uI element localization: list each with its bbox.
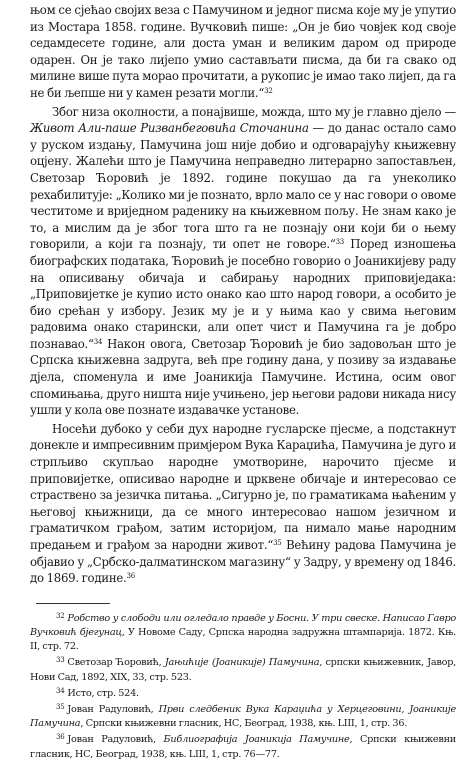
footnote	[30, 612, 456, 655]
paragraph-text: — до данас остало само у руском издању, Памучина још није добио и одговарајућу књижевну оцјену. Жалећи што је Памучина неправедно литерарно запостављен, Светозар Ћоровић је 1892. године покушао да га унеколико рехабилитује: „Колико ми је познато, врло мало се у нас говори о овоме честитоме и вриједном раденику на књижевном пољу. Не знам како је то, а мислим да је због тога што га не познају они који би о њему говорили, а који га познају, ти опет не говоре.“	[30, 121, 456, 252]
footnote-reference: 33	[335, 238, 344, 247]
paragraph	[30, 421, 456, 587]
footnote-text: , Српски књижевни гласник, НС, Београд, 1938, књ. LIII, 1, стр. 76—77.	[30, 734, 456, 760]
book-page	[30, 2, 456, 764]
footnote-number: 34	[56, 686, 65, 695]
footnote	[30, 733, 456, 761]
paragraph-text: Већину радова Памучина је објавио у „Србско-далматинском магазину“ у Задру, у времену од 1846. до 1869. године.	[30, 538, 456, 586]
paragraph-text: Након овога, Светозар Ћоровић је био задовољан што је Српска књижевна задруга, већ пре годину дана, у позиву за издавање дјела, споменула и име Јоаникија Памучине. Истина, осим овог спомињања, друго ништа није учињено, јер његови радови никада нису ушли у кола ове познате издавачке установе.	[30, 336, 456, 418]
footnote-text: Јован Радуловић,	[67, 734, 164, 746]
footnote	[30, 703, 456, 731]
footnote-number: 36	[56, 733, 65, 742]
footnotes	[30, 612, 456, 762]
footnote-text: Светозар Ћоровић,	[67, 657, 165, 669]
footnote-text: , Српски књижевни гласник, НС, Београд, 1938, књ. LIII, 1, стр. 36.	[80, 718, 408, 730]
footnote-reference: 36	[126, 572, 135, 581]
footnote-text: Јован Радуловић,	[67, 704, 159, 715]
footnote-number: 33	[56, 656, 65, 665]
footnote-italic-title: Библиографија Јоаникија Памучине	[163, 734, 350, 746]
paragraph	[30, 104, 456, 419]
footnote-italic-title: Први следбеник Вука Караџића у Херцеговини, Јоаникије Памучина	[30, 704, 456, 730]
paragraph	[30, 2, 456, 102]
paragraph-text: Због низа околности, а понајвише, можда, што му је главно дјело —	[52, 104, 456, 119]
footnote	[30, 687, 456, 701]
footnote-text: У Новоме Саду, Српска народна задружна штампарија. 1872. Књ. II, стр. 72.	[30, 626, 456, 653]
footnote-italic-title: Робство у слободи или огледало правде у Босни. У три свеске. Написао Гавро Вучковић бјегунац,	[30, 612, 456, 638]
main-text	[30, 2, 456, 587]
paragraph-text: Поред изношења биографских података, Ћоровић је посебно говорио о Јоаникијеву раду на описивању обичаја и сабирању народних приповиједака: „Приповијетке је купио исто онако као што народ говори, а особито је био срећан у избору. Језик му је и у њима као у свима његовим радовима онако старински, али опет чист и Памучина га је добро познавао.“	[30, 237, 456, 351]
footnote	[30, 656, 456, 684]
footnote-number: 32	[56, 611, 65, 620]
paragraph-text: Носећи дубоко у себи дух народне гусларске пјесме, а подстакнут донекле и импресивним примјером Вука Караџића, Памучина је дуго и стрпљиво скупљао народне умотворине, нарочито пјесме и приповијетке, описивао народне и црквене обичаје и интересовао се страствено за језичка питања. „Сигурно је, по граматикама њаћеним у његовој књижници, да се много интересовао нашом језичном и граматичком грађом, затим историјом, па нимало мање народним предањем и грађом за народни живот.“	[30, 421, 456, 552]
footnote-italic-title: Јањићије (Јоаникије) Памучина	[164, 657, 320, 669]
footnote-text: Исто, стр. 524.	[67, 687, 139, 699]
footnote-reference: 32	[264, 86, 273, 95]
footnote-reference: 34	[93, 337, 103, 346]
footnote-reference: 35	[273, 539, 282, 547]
footnote-text: , српски књижевник, Јавор, Нови Сад, 1892, XIX, 33, стр. 523.	[30, 657, 456, 683]
paragraph-text: њом се сјећао својих веза с Памучином и једног писма које му је упутио из Мостара 1858. године. Вучковић пише: „Он је био човјек код своје седамдесете године, али доста уман и великим даром од природе одарен. Он је тако лијепо умио састављати писма, да би га свако од милине више пута морао прочитати, а рукопис је имао тако лијеп, да га не би љепше ни у камен резати могли.“	[30, 3, 456, 100]
paragraph-italic-title: Живот Али-паше Ризванбеговића Сточанина	[30, 121, 309, 136]
footnote-number: 35	[56, 703, 65, 711]
footnote-separator	[36, 603, 110, 604]
